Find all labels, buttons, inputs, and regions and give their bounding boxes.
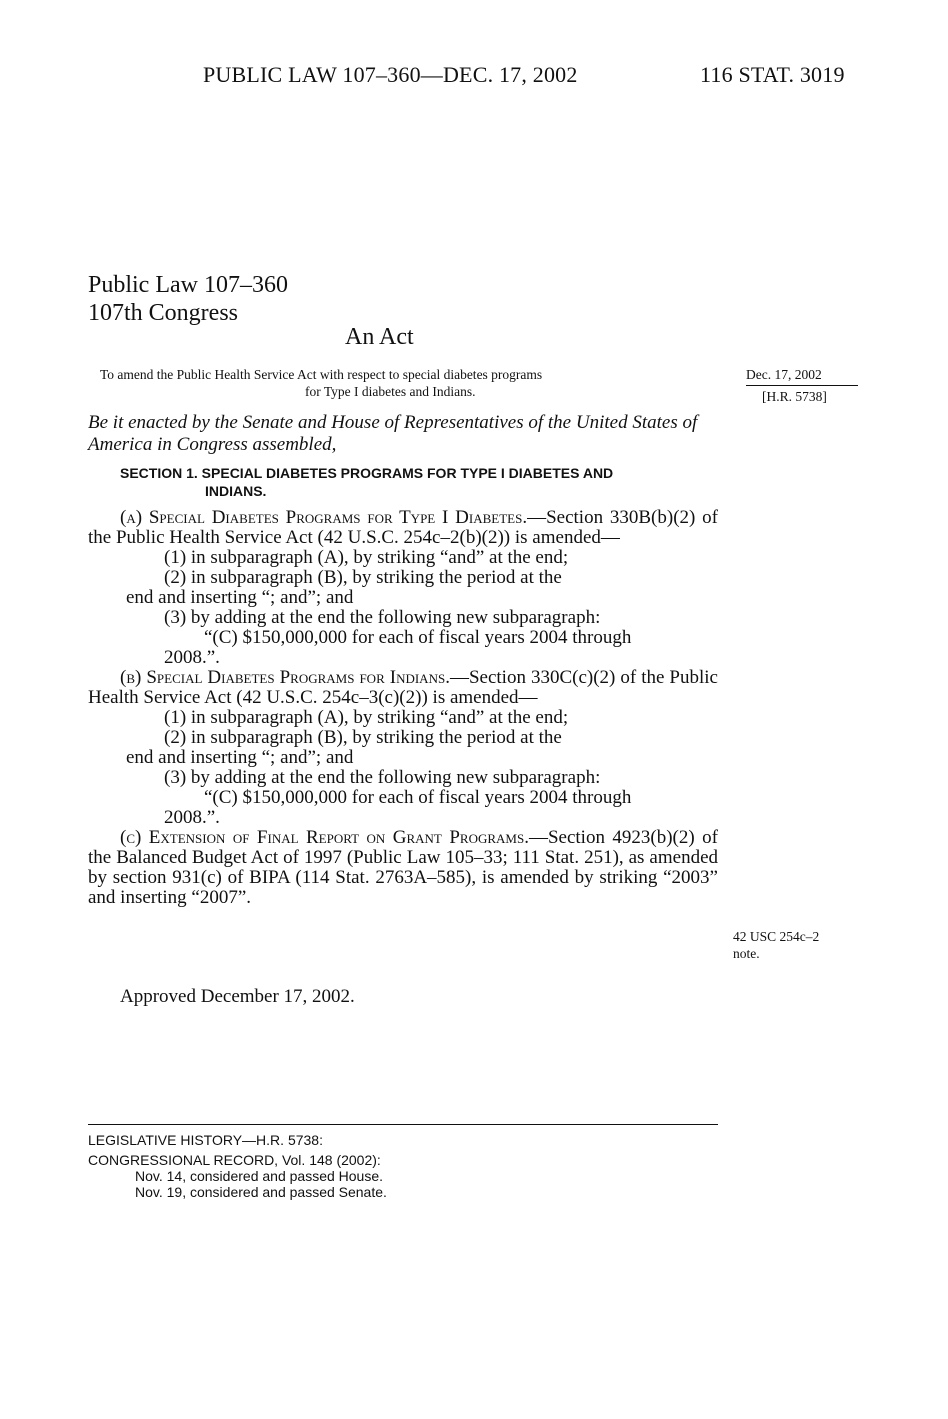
section-body	[88, 508, 718, 908]
paragraph-b2-line-2: end and inserting “; and”; and	[126, 747, 354, 768]
history-item-house: Nov. 14, considered and passed House.	[135, 1168, 384, 1184]
paragraph-a2-line-1: (2) in subparagraph (B), by striking the period at the	[164, 567, 562, 588]
purpose-line-2: for Type I diabetes and Indians.	[305, 384, 476, 399]
subsection-c	[88, 828, 718, 908]
history-item-senate: Nov. 19, considered and passed Senate.	[135, 1184, 387, 1200]
subsection-b	[88, 668, 718, 708]
purpose-statement	[100, 366, 730, 400]
subparagraph-a3c-line-2: 2008.”.	[164, 647, 220, 668]
margin-note-usc-line-1: 42 USC 254c–2	[733, 929, 820, 944]
congress-number: 107th Congress	[88, 300, 238, 326]
paragraph-b1: (1) in subparagraph (A), by striking “and” at the end;	[164, 707, 569, 728]
margin-note-date: Dec. 17, 2002	[746, 366, 858, 386]
margin-note-usc-line-2: note.	[733, 946, 760, 961]
section-heading-line-2: INDIANS.	[205, 483, 267, 499]
subparagraph-a3c-line-1: “(C) $150,000,000 for each of fiscal years 2004 through	[204, 627, 632, 648]
subsection-b-text: —Section 330C(c)(2) of the Public Health Service Act (42 U.S.C. 254c–3(c)(2)) is amended—	[88, 667, 718, 708]
subsection-a-text: —Section 330B(b)(2) of the Public Health Service Act (42 U.S.C. 254c–2(b)(2)) is amended—	[88, 507, 718, 548]
subsection-a-heading: (a) Special Diabetes Programs for Type I Diabetes.	[120, 507, 528, 528]
legislative-history	[88, 1132, 387, 1200]
history-title: LEGISLATIVE HISTORY—H.R. 5738:	[88, 1132, 323, 1148]
public-law-number: Public Law 107–360	[88, 272, 288, 298]
paragraph-a3: (3) by adding at the end the following new subparagraph:	[164, 607, 601, 628]
act-title: An Act	[345, 324, 414, 350]
running-header-left: PUBLIC LAW 107–360—DEC. 17, 2002	[203, 62, 578, 87]
paragraph-a2-line-2: end and inserting “; and”; and	[126, 587, 354, 608]
subsection-c-heading: (c) Extension of Final Report on Grant Programs.	[120, 827, 529, 848]
subsection-b-heading: (b) Special Diabetes Programs for Indians.	[120, 667, 450, 688]
congressional-record: CONGRESSIONAL RECORD, Vol. 148 (2002):	[88, 1152, 381, 1168]
running-header-page: 116 STAT. 3019	[700, 62, 845, 87]
approval-date: Approved December 17, 2002.	[120, 986, 355, 1007]
subsection-a	[88, 508, 718, 548]
section-heading	[120, 464, 730, 500]
paragraph-b3: (3) by adding at the end the following new subparagraph:	[164, 767, 601, 788]
paragraph-a1: (1) in subparagraph (A), by striking “and” at the end;	[164, 547, 569, 568]
margin-note-bill: [H.R. 5738]	[762, 389, 827, 404]
footnote-divider	[88, 1124, 718, 1125]
section-heading-line-1: SECTION 1. SPECIAL DIABETES PROGRAMS FOR TYPE I DIABETES AND	[120, 465, 614, 481]
subsection-c-text: —Section 4923(b)(2) of the Balanced Budget Act of 1997 (Public Law 105–33; 111 Stat. 251), as amended by section 931(c) of BIPA (114 Stat. 2763A–585), is amended by striking “2003” and inserting “2007”.	[88, 827, 718, 908]
margin-note-usc	[733, 928, 819, 962]
purpose-line-1: To amend the Public Health Service Act with respect to special diabetes programs	[100, 367, 543, 382]
paragraph-b2-line-1: (2) in subparagraph (B), by striking the period at the	[164, 727, 562, 748]
subparagraph-b3c-line-2: 2008.”.	[164, 807, 220, 828]
subparagraph-b3c-line-1: “(C) $150,000,000 for each of fiscal years 2004 through	[204, 787, 632, 808]
enacting-clause: Be it enacted by the Senate and House of Representatives of the United States of America in Congress assembled,	[88, 412, 698, 455]
